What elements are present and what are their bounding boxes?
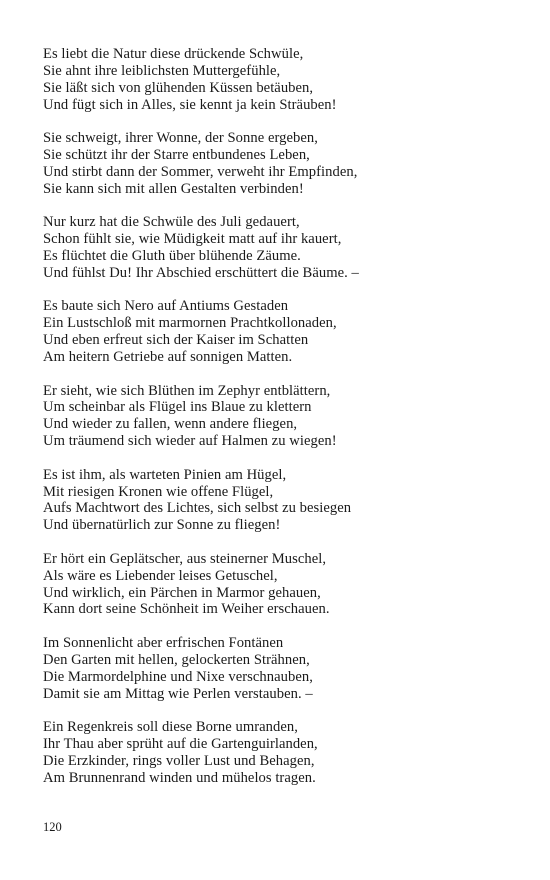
verse-line: Aufs Machtwort des Lichtes, sich selbst zu besiegen (43, 500, 352, 517)
verse-line: Nur kurz hat die Schwüle des Juli gedauert, (43, 214, 300, 231)
verse-line: Sie läßt sich von glühenden Küssen betäuben, (43, 79, 314, 96)
verse-line: Es liebt die Natur diese drückende Schwüle, (43, 46, 304, 62)
verse-line: Die Marmordelphine und Nixe verschnauben, (43, 668, 313, 685)
stanza (43, 635, 523, 703)
stanza (43, 467, 523, 535)
verse-line: Um träumend sich wieder auf Halmen zu wiegen! (43, 433, 337, 450)
verse-line: Am Brunnenrand winden und mühelos tragen. (43, 769, 316, 786)
stanza (43, 46, 523, 114)
verse-line: Kann dort seine Schönheit im Weiher erschauen. (43, 601, 330, 618)
verse-line: Es flüchtet die Gluth über blühende Zäume. (43, 248, 301, 265)
verse-line: Sie schweigt, ihrer Wonne, der Sonne ergeben, (43, 130, 318, 147)
verse-line: Er sieht, wie sich Blüthen im Zephyr entblättern, (43, 382, 331, 399)
stanza (43, 130, 523, 198)
verse-line: Und stirbt dann der Sommer, verweht ihr Empfinden, (43, 163, 358, 180)
poem-text (43, 46, 523, 803)
verse-line: Sie kann sich mit allen Gestalten verbinden! (43, 180, 304, 197)
stanza (43, 383, 523, 451)
verse-line: Ein Regenkreis soll diese Borne umranden, (43, 719, 298, 735)
verse-line: Im Sonnenlicht aber erfrischen Fontänen (43, 634, 284, 651)
verse-line: Er hört ein Geplätscher, aus steinerner Muschel, (43, 550, 327, 567)
stanza (43, 551, 523, 619)
verse-line: Und wieder zu fallen, wenn andere fliegen, (43, 416, 298, 433)
stanza (43, 214, 523, 282)
verse-line: Es ist ihm, als warteten Pinien am Hügel, (43, 466, 287, 483)
verse-line: Sie schützt ihr der Starre entbundenes Leben, (43, 147, 310, 164)
verse-line: Und fühlst Du! Ihr Abschied erschüttert die Bäume. – (43, 264, 359, 281)
stanza (43, 719, 523, 787)
verse-line: Mit riesigen Kronen wie offene Flügel, (43, 483, 274, 500)
verse-line: Sie ahnt ihre leiblichsten Muttergefühle, (43, 62, 281, 79)
verse-line: Um scheinbar als Flügel ins Blaue zu klettern (43, 399, 312, 416)
verse-line: Ihr Thau aber sprüht auf die Gartenguirlanden, (43, 735, 318, 752)
verse-line: Und wirklich, ein Pärchen in Marmor gehauen, (43, 584, 321, 601)
verse-line: Die Erzkinder, rings voller Lust und Behagen, (43, 752, 315, 769)
verse-line: Damit sie am Mittag wie Perlen verstauben. – (43, 685, 313, 702)
verse-line: Ein Lustschloß mit marmornen Prachtkollonaden, (43, 315, 337, 332)
verse-line: Es baute sich Nero auf Antiums Gestaden (43, 298, 289, 315)
verse-line: Und fügt sich in Alles, sie kennt ja kein Sträuben! (43, 96, 337, 113)
stanza (43, 298, 523, 366)
verse-line: Als wäre es Liebender leises Getuschel, (43, 567, 278, 584)
page-number: 120 (43, 820, 62, 834)
verse-line: Und übernatürlich zur Sonne zu fliegen! (43, 517, 281, 534)
verse-line: Und eben erfreut sich der Kaiser im Schatten (43, 332, 309, 349)
verse-line: Schon fühlt sie, wie Müdigkeit matt auf ihr kauert, (43, 231, 342, 248)
verse-line: Am heitern Getriebe auf sonnigen Matten. (43, 349, 293, 366)
verse-line: Den Garten mit hellen, gelockerten Strähnen, (43, 651, 310, 668)
